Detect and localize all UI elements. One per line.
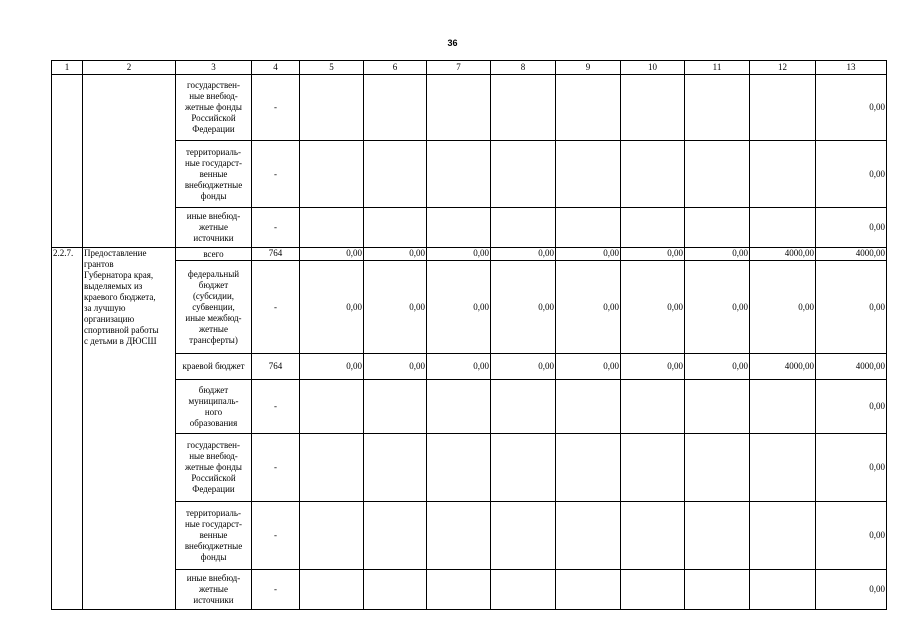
table-row [52, 380, 887, 434]
funding-source-cell: территориаль- ные государст- венные внебюджетные фонды [176, 141, 252, 208]
code-cell: - [252, 141, 300, 208]
funding-source-cell: всего [176, 248, 252, 261]
value-cell: 0,00 [621, 354, 685, 380]
value-cell: 0,00 [300, 248, 364, 261]
value-cell: 0,00 [300, 354, 364, 380]
item-code-cell [52, 75, 83, 248]
code-cell: - [252, 380, 300, 434]
value-cell: 0,00 [621, 261, 685, 354]
item-code-cell: 2.2.7. [52, 248, 83, 610]
page-number: 36 [447, 38, 458, 48]
value-cell: 0,00 [685, 261, 750, 354]
total-cell: 0,00 [816, 261, 887, 354]
funding-source-cell: бюджет муниципаль- ного образования [176, 380, 252, 434]
value-cell: 0,00 [427, 248, 491, 261]
funding-source-cell: иные внебюд- жетные источники [176, 208, 252, 248]
table-row [52, 141, 887, 208]
value-cell: 0,00 [364, 354, 427, 380]
column-header: 5 [300, 61, 364, 75]
value-cell: 0,00 [621, 248, 685, 261]
value-cell: 0,00 [364, 248, 427, 261]
table-row [52, 208, 887, 248]
total-cell: 0,00 [816, 380, 887, 434]
total-cell: 0,00 [816, 75, 887, 141]
table-row [52, 502, 887, 570]
column-header: 2 [83, 61, 176, 75]
item-title-cell: Предоставление грантов Губернатора края, выделяемых из краевого бюджета, за лучшую организацию спортивной работы с детьми в ДЮСШ [83, 248, 176, 610]
value-cell: 0,00 [491, 248, 556, 261]
value-cell: 4000,00 [750, 354, 816, 380]
funding-source-cell: территориаль- ные государст- венные внебюджетные фонды [176, 502, 252, 570]
value-cell: 0,00 [556, 248, 621, 261]
value-cell: 0,00 [556, 354, 621, 380]
table-row [52, 261, 887, 354]
column-header: 11 [685, 61, 750, 75]
table-row [52, 248, 887, 261]
funding-source-cell: краевой бюджет [176, 354, 252, 380]
total-cell: 0,00 [816, 502, 887, 570]
column-header: 6 [364, 61, 427, 75]
total-cell: 0,00 [816, 434, 887, 502]
table-row [52, 354, 887, 380]
column-header: 8 [491, 61, 556, 75]
total-cell: 0,00 [816, 141, 887, 208]
column-header: 1 [52, 61, 83, 75]
header-row [52, 61, 887, 75]
value-cell: 0,00 [685, 248, 750, 261]
value-cell: 0,00 [364, 261, 427, 354]
column-header: 4 [252, 61, 300, 75]
value-cell: 0,00 [427, 261, 491, 354]
code-cell: - [252, 570, 300, 610]
total-cell: 4000,00 [816, 248, 887, 261]
code-cell: - [252, 75, 300, 141]
value-cell: 4000,00 [750, 248, 816, 261]
total-cell: 4000,00 [816, 354, 887, 380]
value-cell: 0,00 [491, 261, 556, 354]
code-cell: - [252, 261, 300, 354]
funding-source-cell: иные внебюд- жетные источники [176, 570, 252, 610]
value-cell: 0,00 [685, 354, 750, 380]
code-cell: 764 [252, 248, 300, 261]
column-header: 13 [816, 61, 887, 75]
column-header: 12 [750, 61, 816, 75]
value-cell: 0,00 [427, 354, 491, 380]
budget-table [51, 60, 887, 610]
table-row [52, 75, 887, 141]
code-cell: - [252, 434, 300, 502]
value-cell: 0,00 [491, 354, 556, 380]
code-cell: - [252, 208, 300, 248]
total-cell: 0,00 [816, 208, 887, 248]
table-row [52, 434, 887, 502]
code-cell: 764 [252, 354, 300, 380]
column-header: 7 [427, 61, 491, 75]
code-cell: - [252, 502, 300, 570]
value-cell: 0,00 [556, 261, 621, 354]
column-header: 9 [556, 61, 621, 75]
item-title-cell [83, 75, 176, 248]
funding-source-cell: федеральный бюджет (субсидии, субвенции, иные межбюд- жетные трансферты) [176, 261, 252, 354]
column-header: 10 [621, 61, 685, 75]
value-cell: 0,00 [300, 261, 364, 354]
column-header: 3 [176, 61, 252, 75]
value-cell: 0,00 [750, 261, 816, 354]
total-cell: 0,00 [816, 570, 887, 610]
funding-source-cell: государствен- ные внебюд- жетные фонды Российской Федерации [176, 434, 252, 502]
table-row [52, 570, 887, 610]
funding-source-cell: государствен- ные внебюд- жетные фонды Российской Федерации [176, 75, 252, 141]
